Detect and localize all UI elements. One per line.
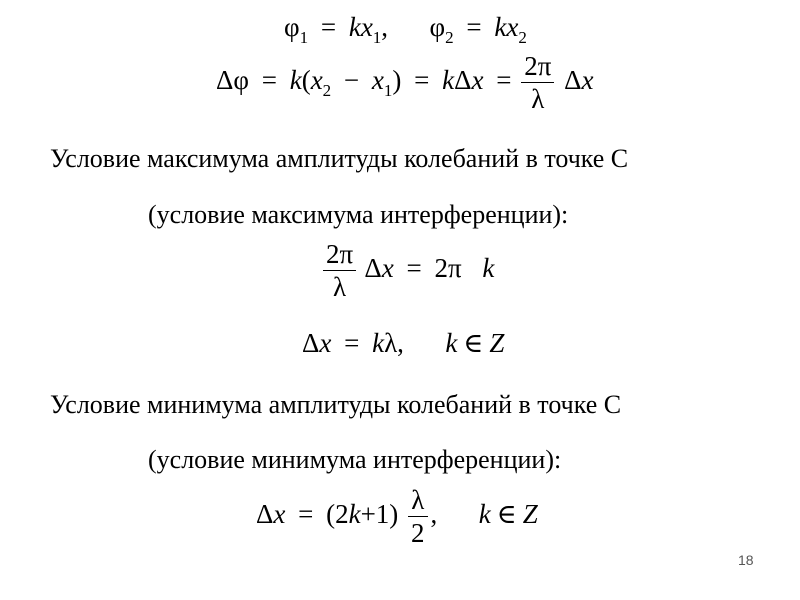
fraction-lambda-over-two bbox=[408, 486, 428, 548]
wave-number: k bbox=[348, 12, 361, 42]
two-pi: 2π bbox=[434, 253, 462, 284]
integer-k: k bbox=[478, 499, 491, 530]
equals-sign: = bbox=[406, 253, 422, 284]
delta-symbol: Δ bbox=[302, 328, 320, 358]
minus-sign: − bbox=[343, 65, 360, 96]
numerator: 2π bbox=[326, 239, 354, 269]
variable-x: x bbox=[471, 65, 484, 96]
equals-sign: = bbox=[261, 65, 277, 96]
formula-max-result bbox=[302, 330, 504, 357]
denominator: λ bbox=[333, 272, 347, 303]
fraction-two-pi-over-lambda bbox=[521, 52, 554, 114]
integer-k: k bbox=[372, 328, 385, 358]
integer-k: k bbox=[348, 499, 361, 530]
delta-symbol: Δ bbox=[216, 65, 234, 96]
lambda-symbol: λ bbox=[384, 328, 398, 358]
variable-x: x bbox=[319, 328, 332, 358]
formula-max-condition bbox=[320, 240, 494, 302]
subscript: 1 bbox=[383, 81, 393, 101]
variable-x: x bbox=[581, 65, 594, 96]
comma: , bbox=[430, 499, 438, 530]
integer-k: k bbox=[445, 328, 458, 358]
equals-sign: = bbox=[344, 328, 360, 358]
denominator: λ bbox=[531, 84, 545, 115]
variable-x: x bbox=[381, 253, 394, 284]
subscript: 2 bbox=[445, 28, 454, 47]
equals-sign: = bbox=[320, 12, 337, 42]
formula-phases bbox=[284, 12, 527, 47]
subscript: 1 bbox=[372, 28, 382, 47]
open-paren-two: (2 bbox=[326, 499, 349, 530]
fraction-two-pi-over-lambda bbox=[323, 240, 356, 302]
fraction-bar bbox=[521, 82, 554, 83]
numerator: λ bbox=[411, 485, 425, 515]
page-number: 18 bbox=[738, 552, 754, 568]
delta-symbol: Δ bbox=[364, 253, 382, 284]
numerator: 2π bbox=[524, 51, 552, 81]
wave-number: k bbox=[289, 65, 302, 96]
phi-symbol: φ bbox=[284, 12, 300, 42]
denominator: 2 bbox=[411, 518, 425, 549]
equals-sign: = bbox=[414, 65, 430, 96]
min-condition-subheading: (условие минимума интерференции): bbox=[148, 445, 562, 474]
fraction-bar bbox=[408, 516, 428, 517]
plus-one-close-paren: +1) bbox=[360, 499, 399, 530]
delta-symbol: Δ bbox=[256, 499, 274, 530]
integers-set: Z bbox=[522, 499, 538, 530]
equals-sign: = bbox=[298, 499, 314, 530]
delta-symbol: Δ bbox=[564, 65, 582, 96]
variable-x: x bbox=[360, 12, 373, 42]
subscript: 2 bbox=[322, 81, 332, 101]
element-of-symbol: ∈ bbox=[496, 499, 517, 530]
max-condition-heading: Условие максимума амплитуды колебаний в точке C bbox=[50, 144, 629, 173]
phi-symbol: φ bbox=[233, 65, 249, 96]
formula-phase-difference bbox=[216, 52, 593, 114]
subscript: 1 bbox=[299, 28, 309, 47]
comma: , bbox=[397, 328, 404, 358]
delta-symbol: Δ bbox=[454, 65, 472, 96]
min-condition-heading: Условие минимума амплитуды колебаний в точке C bbox=[50, 390, 622, 419]
variable-x: x bbox=[506, 12, 519, 42]
equals-sign: = bbox=[496, 65, 512, 96]
max-condition-subheading: (условие максимума интерференции): bbox=[148, 200, 569, 229]
integer-k: k bbox=[482, 253, 495, 284]
left-paren: ( bbox=[301, 65, 311, 96]
variable-x: x bbox=[371, 65, 384, 96]
integers-set: Z bbox=[489, 328, 505, 358]
subscript: 2 bbox=[518, 28, 527, 47]
comma: , bbox=[381, 12, 389, 42]
equals-sign: = bbox=[466, 12, 482, 42]
phi-symbol: φ bbox=[429, 12, 446, 42]
fraction-bar bbox=[323, 270, 356, 271]
wave-number: k bbox=[494, 12, 507, 42]
variable-x: x bbox=[273, 499, 286, 530]
element-of-symbol: ∈ bbox=[463, 328, 484, 358]
formula-min-result bbox=[256, 486, 538, 548]
variable-x: x bbox=[310, 65, 323, 96]
wave-number: k bbox=[442, 65, 455, 96]
right-paren: ) bbox=[392, 65, 402, 96]
